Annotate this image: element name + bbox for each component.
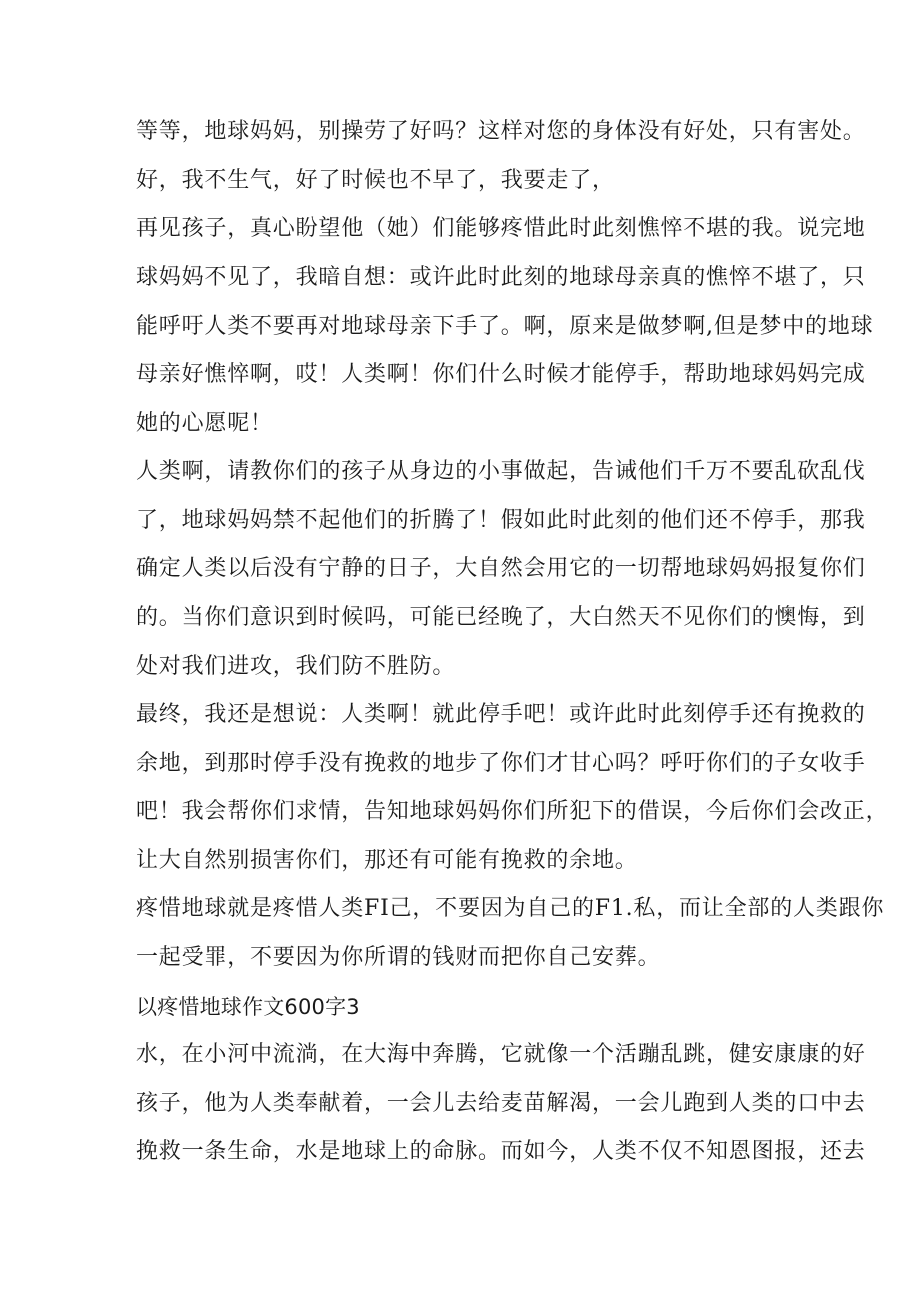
section-heading: 以疼惜地球作文600字3 [136, 995, 360, 1019]
text-line: 了，地球妈妈禁不起他们的折腾了！假如此时此刻的他们还不停手，那我 [136, 508, 866, 533]
text-line: 最终，我还是想说：人类啊！就此停手吧！或许此时此刻停手还有挽救的 [136, 702, 866, 727]
text-line: 球妈妈不见了，我暗自想：或许此时此刻的地球母亲真的憔悴不堪了，只 [136, 265, 866, 290]
text-line: 余地，到那时停手没有挽救的地步了你们才甘心吗？呼吁你们的子女收手 [136, 751, 866, 776]
text-line: 能呼吁人类不要再对地球母亲下手了。啊，原来是做梦啊,但是梦中的地球 [136, 314, 874, 339]
text-line: 人类啊，请教你们的孩子从身边的小事做起，告诫他们千万不要乱砍乱伐 [136, 459, 866, 484]
text-line: 孩子，他为人类奉献着，一会儿去给麦苗解渴，一会儿跑到人类的口中去 [136, 1091, 866, 1116]
text-line: 吧！我会帮你们求情，告知地球妈妈你们所犯下的借误，今后你们会改正， [136, 799, 889, 824]
text-line: 水，在小河中流淌，在大海中奔腾，它就像一个活蹦乱跳，健安康康的好 [136, 1042, 866, 1067]
text-line: 一起受罪，不要因为你所谓的钱财而把你自己安葬。 [136, 945, 661, 970]
text-line: 好，我不生气，好了时候也不早了，我要走了， [136, 168, 615, 193]
text-line: 处对我们进攻，我们防不胜防。 [136, 654, 456, 679]
text-line: 她的心愿呢！ [136, 411, 273, 436]
text-line: 的。当你们意识到时候吗，可能已经晚了，大白然天不见你们的懊悔，到 [136, 605, 866, 630]
text-line: 母亲好憔悴啊，哎！人类啊！你们什么时候才能停手，帮助地球妈妈完成 [136, 362, 866, 387]
text-line: 等等，地球妈妈，别操劳了好吗？这样对您的身体没有好处，只有害处。 [136, 119, 866, 144]
text-line: 挽救一条生命，水是地球上的命脉。而如今，人类不仅不知恩图报，还去 [136, 1139, 866, 1164]
text-line: 让大自然别损害你们，那还有可能有挽救的余地。 [136, 848, 638, 873]
text-line: 疼惜地球就是疼惜人类FI己，不要因为自己的F1.私，而让全部的人类跟你 [136, 896, 885, 921]
text-line: 再见孩子，真心盼望他（她）们能够疼惜此时此刻憔悴不堪的我。说完地 [136, 216, 866, 241]
text-line: 确定人类以后没有宁静的日子，大自然会用它的一切帮地球妈妈报复你们 [136, 556, 866, 581]
